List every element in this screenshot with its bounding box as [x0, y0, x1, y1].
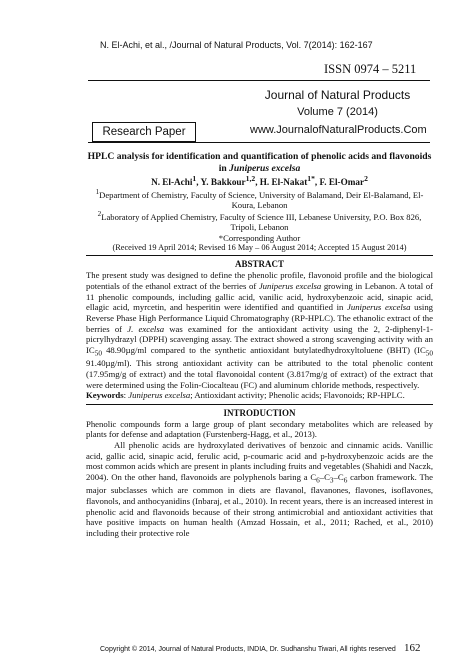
- header-top-rule: [88, 80, 430, 81]
- keywords-line: Keywords: Juniperus excelsa; Antioxidant activity; Phenolic acids; Flavonoids; RP-HPLC.: [86, 390, 405, 401]
- author-affiliation-mark: 1*: [307, 174, 315, 183]
- affiliation-2: $^2$Laboratory of Applied Chemistry, Faculty of Science III, Lebanese University, P.O. Box 826, Tripoli, Lebanon: [97, 210, 422, 233]
- introduction-top-rule: [86, 404, 433, 405]
- abstract-text: The present study was designed to define the phenolic profile, flavonoid profile and the biological potentials of the ethanol extract of the berries of Juniperus excelsa growing in Lebanon. A total of 11 phenolic compounds, including gallic acid, vanilic acid, hydroxybenzoic acid, sinapic acid, ellagic acid, myrcetin, and hesperitin were identified and quantified in Juniperus excelsa using Reverse Phase High Performance Liquid Chromatography (RP-HPLC). The ethanolic extract of the berries of J. excelsa was examined for the antioxidant activity using the 2, 2-diphenyl-1-picrylhydrazyl (DPPH) scavenging assay. The extract showed a strong scavenging activity with an $IC_{50}$ 48.90µg/ml compared to the synthetic antioxidant butylatedhydroxyltoluene (BHT) ($IC_{50}$ 91.40µg/ml). This strong antioxidant activity can be attributed to the total phenolic content (17.95mg/g of extract) and the total flavonoidal content (3.817mg/g of extract) of the extract that were determined using the Folin-Ciocalteau (FC) and aluminum chloride methods, respectively.: [86, 270, 434, 390]
- copyright-footer: Copyright © 2014, Journal of Natural Products, INDIA, Dr. Sudhanshu Tiwari, All rights reserved: [100, 646, 396, 653]
- introduction-paragraph-1: Phenolic compounds form a large group of plant secondary metabolites which are released by plants for defense and adaptation (Furstenberg-Hagg, et al., 2013).: [86, 418, 433, 440]
- journal-volume: Volume 7 (2014): [297, 106, 378, 118]
- journal-name: Journal of Natural Products: [264, 88, 411, 102]
- article-history: (Received 19 April 2014; Revised 16 May – 06 August 2014; Accepted 15 August 2014): [112, 242, 407, 252]
- page-number: 162: [404, 642, 421, 654]
- author-list: N. El-Achi$^1$, Y. Bakkour$^{1,2}$, H. El-Nakat$^{1*}$, F. El-Omar$^2$: [151, 174, 368, 188]
- running-head: N. El-Achi, et al., /Journal of Natural Products, Vol. 7(2014): 162-167: [100, 40, 373, 50]
- introduction-heading: INTRODUCTION: [223, 407, 296, 418]
- journal-url-link[interactable]: www.JournalofNaturalProducts.Com: [250, 124, 427, 136]
- article-body: [86, 151, 433, 538]
- author-affiliation-mark: 2: [364, 174, 368, 183]
- author-name: H. El-Nakat: [259, 177, 308, 188]
- author-name: Y. Bakkour: [200, 177, 246, 188]
- research-paper-badge: Research Paper: [92, 122, 196, 142]
- author-name: F. El-Omar: [319, 177, 365, 188]
- issn-number: ISSN 0974 – 5211: [324, 62, 417, 76]
- affiliation-1: $^1$Department of Chemistry, Faculty of Science, University of Balamand, Deir El-Balamand, El-Koura, Lebanon: [95, 188, 424, 211]
- author-affiliation-mark: 1,2: [245, 174, 256, 183]
- keywords-label: Keywords: [86, 390, 124, 401]
- author-affiliation-mark: 1: [192, 174, 197, 183]
- introduction-paragraph-2: All phenolic acids are hydroxylated derivatives of benzoic and cinnamic acids. Vanillic acid, gallic acid, sinapic acid, ferulic acid, p-coumaric acid and p-hydroxybenzoic acids are the most common acids which are present in plants including fruits and vegetables (Shahidi and Naczk, 2004). On the other hand, flavonoids are polyphenols baring a $C_6-C_3-C_6$ carbon framework. The major subclasses which are common in diets are flavanol, flavanones, flavones, isoflavones, flavonols, and anthocyanidins (Inbaraj, et al., 2010). In recent years, there is an increased interest in phenolic acid and flavonoids because of their strong antimicrobial and antioxidant activities that have positive impacts on human health (Amzad Hossain, et al., 2011; Rached, et al., 2010) including their protective role: [86, 439, 433, 538]
- corresponding-author-note: *Corresponding Author: [218, 232, 301, 243]
- header-bottom-rule: [88, 142, 430, 143]
- paper-title-species: Juniperus excelsa: [229, 162, 301, 174]
- paper-title: HPLC analysis for identification and quantification of phenolic acids and flavonoids in Juniperus excelsa: [87, 151, 432, 174]
- abstract-heading: ABSTRACT: [234, 259, 284, 270]
- author-name: N. El-Achi: [151, 177, 193, 188]
- abstract-top-rule: [86, 255, 433, 256]
